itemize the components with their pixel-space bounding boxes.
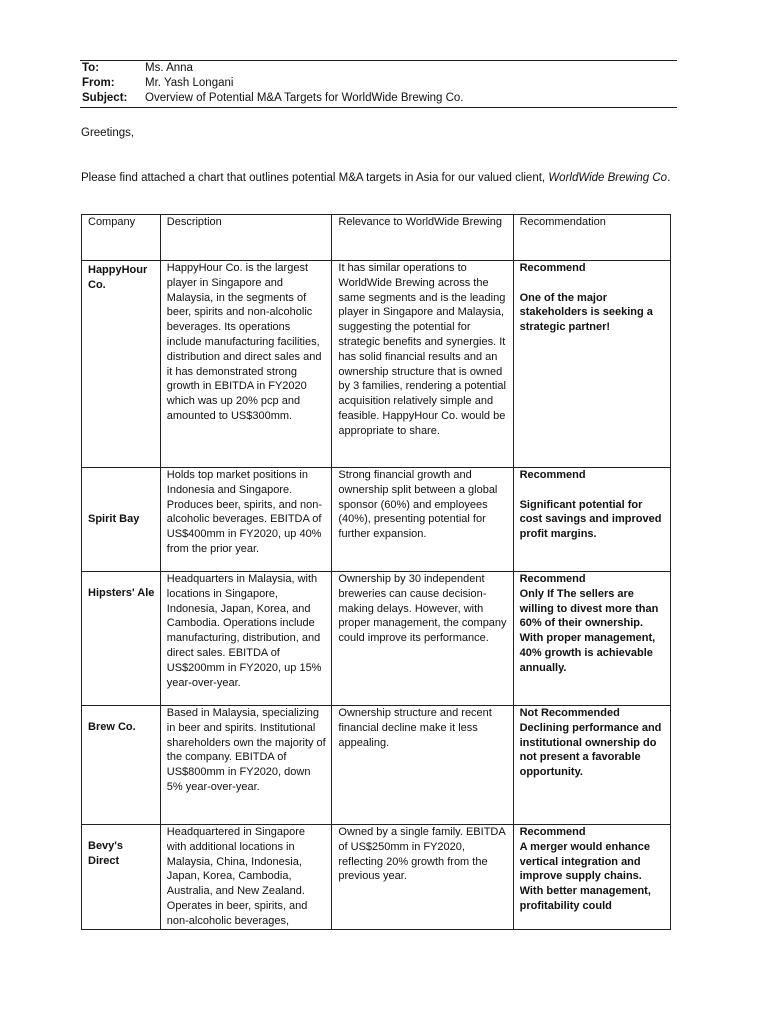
- description-cell: Headquarters in Malaysia, with locations in Singapore, Indonesia, Japan, Korea, and Cambodia. Operations include manufacturing, distribution, and direct sales. EBITDA of US$200mm in FY2020, up 15% year-over-year.: [160, 572, 332, 706]
- header-bottom-rule: [80, 107, 677, 108]
- recommendation-cell: [513, 706, 670, 825]
- company-cell: Hipsters' Ale: [82, 572, 161, 706]
- subject-label: Subject:: [82, 92, 128, 104]
- table-row: [82, 825, 671, 930]
- memo-to-row: [82, 61, 464, 76]
- intro-text: Please find attached a chart that outlines potential M&A targets in Asia for our valued client,: [81, 172, 549, 184]
- header-relevance: Relevance to WorldWide Brewing: [332, 215, 513, 261]
- recommendation-title: Recommend: [519, 262, 586, 274]
- description-cell: [160, 825, 332, 930]
- table-row: [82, 261, 671, 468]
- company-cell: Spirit Bay: [82, 468, 161, 572]
- description-cell: Holds top market positions in Indonesia and Singapore. Produces beer, spirits, and non-alcoholic beverages. EBITDA of US$400mm in FY2020, up 40% from the prior year.: [160, 468, 332, 572]
- spacer: [520, 483, 666, 498]
- company-cell: Bevy's Direct: [82, 825, 161, 930]
- recommendation-note: One of the major stakeholders is seeking a strategic partner!: [519, 291, 653, 334]
- recommendation-note: Declining performance and institutional ownership do not present a favorable opportunity.: [519, 721, 662, 779]
- memo-header: [82, 61, 464, 106]
- recommendation-cell: [513, 468, 670, 572]
- recommendation-title: Not Recommended: [519, 707, 620, 719]
- from-label: From:: [82, 77, 115, 89]
- table-row: [82, 706, 671, 825]
- company-cell: Brew Co.: [82, 706, 161, 825]
- from-value: Mr. Yash Longani: [145, 77, 234, 89]
- table-row: [82, 572, 671, 706]
- targets-table: [81, 214, 671, 930]
- header-company: Company: [82, 215, 161, 261]
- recommendation-cell: [513, 261, 670, 468]
- to-label: To:: [82, 62, 100, 74]
- client-name: WorldWide Brewing Co: [548, 172, 668, 184]
- subject-value: Overview of Potential M&A Targets for WorldWide Brewing Co.: [145, 92, 464, 104]
- description-text: Headquartered in Singapore with additional locations in Malaysia, China, Indonesia, Japan, Korea, Cambodia, Australia, and New Zealand. Operates in beer, spirits, and non-alcoholic beverages,: [166, 826, 308, 927]
- description-cell: HappyHour Co. is the largest player in Singapore and Malaysia, in the segments of beer, spirits and non-alcoholic beverages. Its operations include manufacturing facilities, distribution and direct sales and it has demonstrated strong growth in EBITDA in FY2020 which was up 20% pcp and amounted to US$300mm.: [160, 261, 332, 468]
- to-value: Ms. Anna: [145, 62, 193, 74]
- intro-paragraph: [81, 171, 671, 186]
- recommendation-clip: [520, 825, 666, 929]
- recommendation-title: Recommend: [519, 469, 586, 481]
- table-header-row: [82, 215, 671, 261]
- recommendation-title: Recommend: [519, 573, 586, 585]
- recommendation-cell: [513, 825, 670, 930]
- relevance-cell: Strong financial growth and ownership split between a global sponsor (60%) and employees (40%), presenting potential for further expansion.: [332, 468, 513, 572]
- relevance-cell: It has similar operations to WorldWide Brewing across the same segments and is the leading player in Singapore and Malaysia, suggesting the potential for strategic benefits and synergies. It has solid financial results and an ownership structure that is owned by 3 families, rendering a potential acquisition relatively simple and feasible. HappyHour Co. would be appropriate to share.: [332, 261, 513, 468]
- intro-end: .: [667, 172, 671, 184]
- relevance-cell: Ownership by 30 independent breweries can cause decision-making delays. However, with proper management, the company could improve its performance.: [332, 572, 513, 706]
- header-recommendation: Recommendation: [513, 215, 670, 261]
- recommendation-note: Significant potential for cost savings and improved profit margins.: [519, 498, 662, 541]
- greeting: Greetings,: [81, 127, 135, 139]
- memo-from-row: [82, 76, 464, 91]
- memo-subject-row: [82, 91, 464, 106]
- recommendation-cell: [513, 572, 670, 706]
- header-description: Description: [160, 215, 332, 261]
- company-cell: HappyHour Co.: [82, 261, 161, 468]
- table-row: [82, 468, 671, 572]
- recommendation-note: A merger would enhance vertical integration and improve supply chains. With better management, profitability could: [519, 840, 651, 912]
- description-cell: Based in Malaysia, specializing in beer and spirits. Institutional shareholders own the majority of the company. EBITDA of US$800mm in FY2020, down 5% year-over-year.: [160, 706, 332, 825]
- relevance-cell: Owned by a single family. EBITDA of US$250mm in FY2020, reflecting 20% growth from the previous year.: [332, 825, 513, 930]
- recommendation-note: Only If The sellers are willing to divest more than 60% of their ownership. With proper management, 40% growth is achievable annually.: [519, 587, 659, 674]
- relevance-cell: Ownership structure and recent financial decline make it less appealing.: [332, 706, 513, 825]
- recommendation-title: Recommend: [519, 826, 586, 838]
- spacer: [520, 276, 666, 291]
